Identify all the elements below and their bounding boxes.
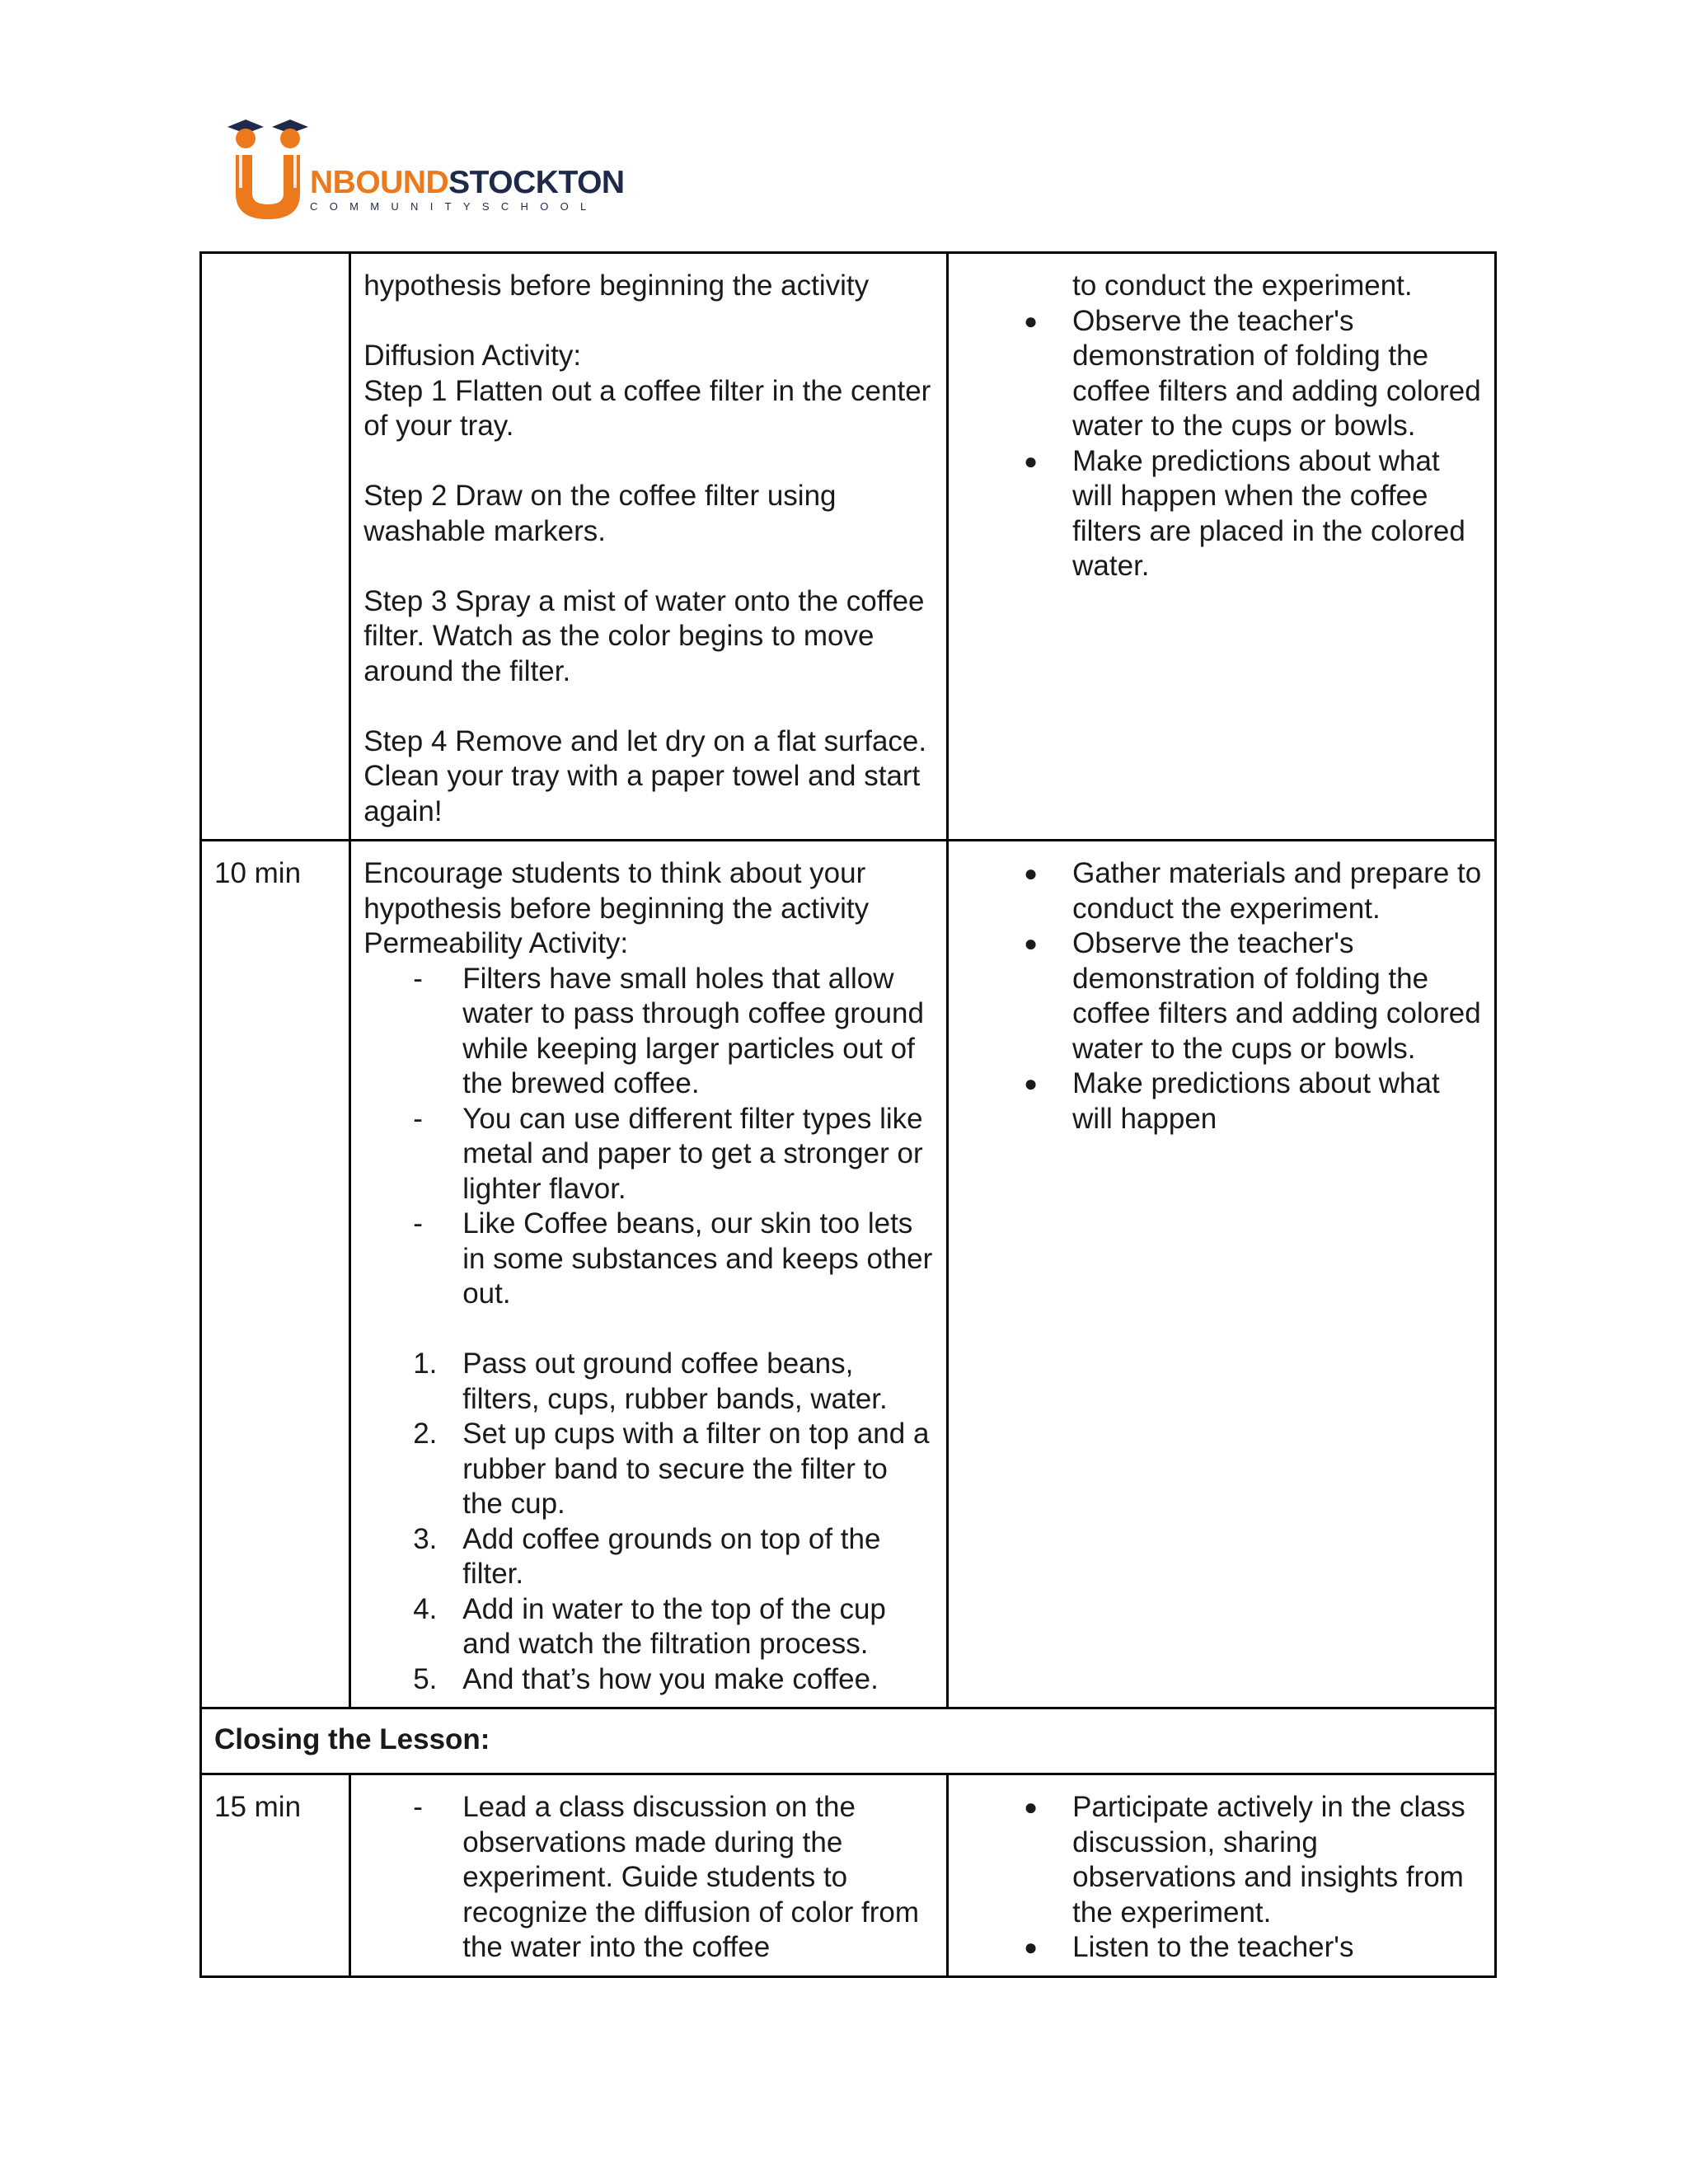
student-cell [948,841,1496,1708]
activity-heading: Permeability Activity: [363,927,629,959]
step-text: Step 3 Spray a mist of water onto the coffee filter. Watch as the color begins to move around the filter. [363,584,925,687]
list-item: - Lead a class discussion on the observations made during the experiment. Guide students to recognize the diffusion of color from the water into the coffee [413,1791,920,1963]
time-cell: 10 min [201,841,350,1708]
list-item: 3. Add coffee grounds on top of the filter. [413,1522,881,1590]
list-item: - Like Coffee beans, our skin too lets in some substances and keeps other out. [413,1207,933,1310]
section-heading: Closing the Lesson: [201,1708,1496,1774]
dash-icon: - [413,1207,423,1240]
table-row [201,1708,1496,1774]
list-item: ● Make predictions about what will happen [1024,1067,1440,1135]
table-row [201,841,1496,1708]
bullet-icon: ● [1024,930,1039,956]
step-text: Step 1 Flatten out a coffee filter in the center of your tray. [363,374,931,442]
lesson-plan-table [199,251,1497,1978]
list-number: 2. [413,1418,438,1450]
list-number: 5. [413,1662,438,1695]
logo-mark-icon [221,115,312,223]
list-item: to conduct the experiment. [1072,269,1413,302]
time-cell: 15 min [201,1774,350,1977]
bullet-icon: ● [1024,1071,1039,1096]
list-item: ● Observe the teacher's demonstration of folding the coffee filters and adding colored water to the cups or bowls. [1024,304,1481,442]
list-item: 2. Set up cups with a filter on top and a rubber band to secure the filter to the cup. [413,1418,930,1520]
student-cell [948,1774,1496,1977]
list-item: ● Make predictions about what will happen when the coffee filters are placed in the colored water. [1024,444,1465,582]
step-text: Step 4 Remove and let dry on a flat surface. Clean your tray with a paper towel and start again! [363,724,927,827]
list-number: 1. [413,1347,438,1380]
list-item: 5. And that’s how you make coffee. [363,1662,935,1698]
unbound-stockton-logo [221,115,625,223]
teacher-cell [350,1774,948,1977]
teacher-cell [350,253,948,841]
list-item: ● Gather materials and prepare to conduct the experiment. [1024,857,1482,925]
time-cell [201,253,350,841]
activity-heading: Diffusion Activity: [363,340,582,372]
list-number: 3. [413,1522,438,1555]
list-item: 1. Pass out ground coffee beans, filters, cups, rubber bands, water. [413,1347,888,1415]
list-number: 4. [413,1592,438,1625]
dash-icon: - [413,962,423,995]
step-text: Step 2 Draw on the coffee filter using washable markers. [363,480,837,547]
list-item: ● Listen to the teacher's [961,1930,1483,1966]
logo-wordmark: NBOUNDSTOCKTON [310,165,625,200]
teacher-text: Encourage students to think about your hypothesis before beginning the activity [363,857,870,925]
bullet-icon: ● [1024,860,1039,886]
dash-icon: - [413,1791,423,1823]
student-cell [948,253,1496,841]
table-row [201,1774,1496,1977]
bullet-icon: ● [1024,448,1039,474]
list-item: ● Observe the teacher's demonstration of folding the coffee filters and adding colored water to the cups or bowls. [1024,927,1481,1065]
teacher-text: hypothesis before beginning the activity [363,269,870,302]
list-item: - You can use different filter types like metal and paper to get a stronger or lighter flavor. [413,1102,923,1205]
list-item: ● Participate actively in the class discussion, sharing observations and insights from the experiment. [1024,1791,1465,1929]
list-item: 4. Add in water to the top of the cup and watch the filtration process. [413,1592,886,1660]
teacher-cell [350,841,948,1708]
logo-subtitle: COMMUNITYSCHOOL [310,200,598,213]
bullet-icon: ● [1024,1794,1039,1820]
table-row [201,253,1496,841]
bullet-icon: ● [1024,1934,1039,1960]
list-item: - Filters have small holes that allow water to pass through coffee ground while keeping larger particles out of the brewed coffee. [413,962,924,1099]
bullet-icon: ● [1024,307,1039,334]
dash-icon: - [413,1102,423,1135]
